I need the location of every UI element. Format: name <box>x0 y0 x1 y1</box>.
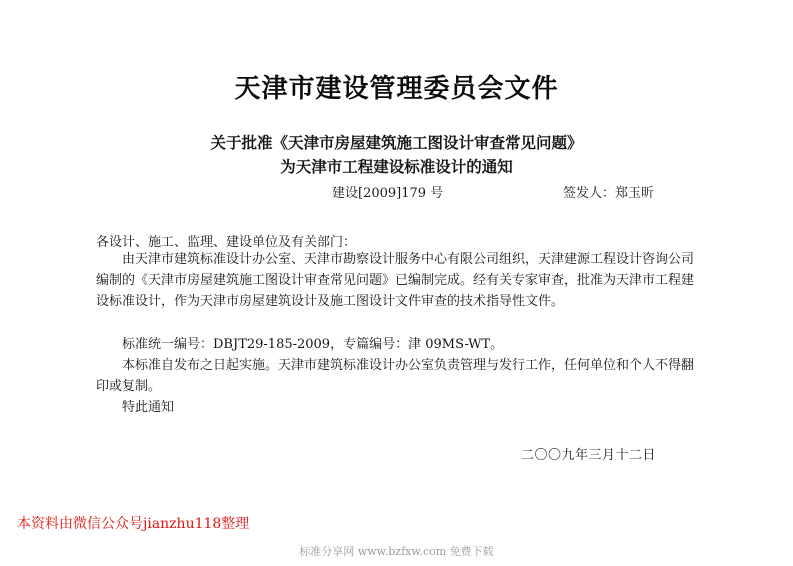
red-note-overlay: 本资料由微信公众号jianzhu118整理 <box>17 516 250 532</box>
body-paragraph-2: 标准统一编号：DBJT29-185-2009，专篇编号：津 09MS-WT。 <box>122 337 504 352</box>
agency-title: 天津市建设管理委员会文件 <box>234 74 559 104</box>
document-title-line-2: 为天津市工程建设标准设计的通知 <box>280 158 513 176</box>
body-paragraph-3: 本标准自发布之日起实施。天津市建筑标准设计办公室负责管理与发行工作，任何单位和个人不得翻印或复制。 <box>96 358 695 394</box>
body-paragraph-4: 特此通知 <box>122 400 175 415</box>
footer-watermark: 标准分享网 www.bzfxw.com 免费下载 <box>299 545 494 558</box>
issuer-signature: 签发人：郑玉昕 <box>563 186 655 201</box>
recipients-line: 各设计、施工、监理、建设单位及有关部门： <box>96 235 357 250</box>
body-paragraph-1: 由天津市建筑标准设计办公室、天津市勘察设计服务中心有限公司组织，天津建源工程设计咨询公司编制的《天津市房屋建筑施工图设计审查常见问题》已编制完成。经有关专家审查，批准为天津市工程建设标准设计，作为天津市房屋建筑设计及施工图设计文件审查的技术指导性文件。 <box>96 252 695 309</box>
signoff-date: 二〇〇九年三月十二日 <box>521 448 657 463</box>
document-title-line-1: 关于批准《天津市房屋建筑施工图设计审查常见问题》 <box>210 134 583 152</box>
document-number: 建设[2009]179 号 <box>332 186 444 201</box>
